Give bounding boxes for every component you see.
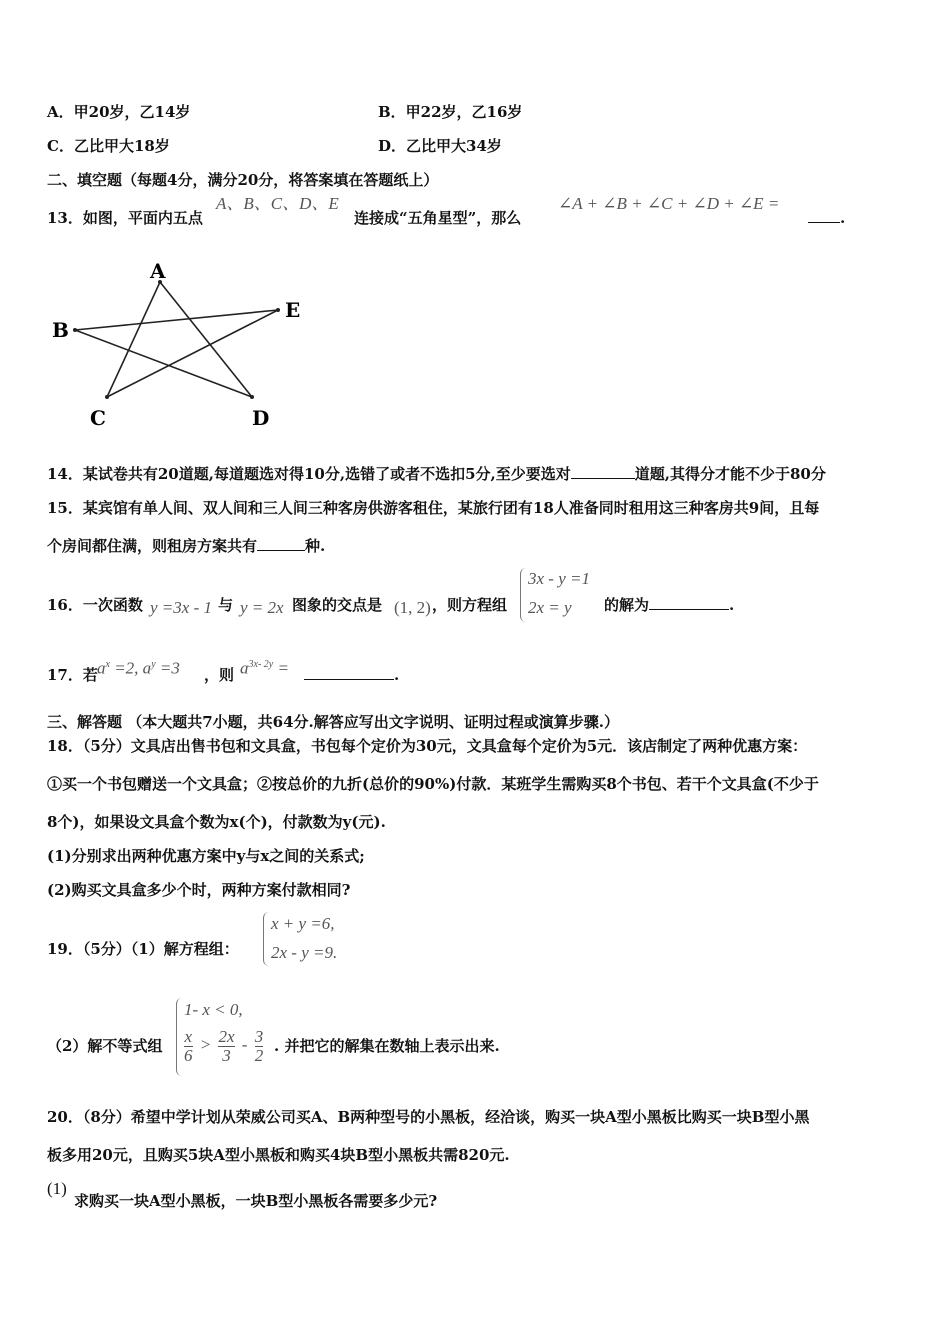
system-brace-19-ineq: [176, 998, 183, 1076]
system-brace-16: [520, 568, 527, 622]
question-17-condition: $a^x =2$, $a^y =3$: [97, 658, 180, 678]
function-1: y =3x - 1: [150, 598, 212, 617]
question-20-sub-number: (1): [47, 1179, 67, 1198]
question-19-part2-tail: . 并把它的解集在数轴上表示出来.: [274, 1037, 500, 1055]
equation-16-1: 3x - y =1: [528, 569, 590, 588]
question-13-mid: 连接成“五角星型”，那么: [354, 209, 522, 227]
label-e: E: [285, 298, 301, 322]
question-20-sub: 求购买一块A型小黑板，一块B型小黑板各需要多少元?: [74, 1192, 438, 1210]
choice-d: D．乙比甲大34岁: [378, 137, 502, 155]
inequality-2: $\frac{x}{6}$ > $\frac{2x}{3}$ - $\frac{3}{2}$: [184, 1027, 264, 1065]
system-brace-19: [263, 912, 270, 966]
label-b: B: [52, 318, 69, 342]
equation-19-1: x + y =6,: [271, 914, 335, 933]
question-17-expression: $a^{3x- 2y}$ =: [240, 658, 289, 678]
choice-a: A．甲20岁，乙14岁: [47, 103, 191, 121]
question-16-c: 图象的交点是: [292, 596, 383, 614]
question-18-part2: (2)购买文具盒多少个时，两种方案付款相同?: [47, 881, 351, 899]
question-16-b: 与: [218, 596, 234, 614]
question-15-line1: 15．某宾馆有单人间、双人间和三人间三种客房供游客租住，某旅行团有18人准备同时租用这三种客房共9间，且每: [47, 499, 820, 517]
choice-b: B．甲22岁，乙16岁: [378, 103, 523, 121]
question-13-expression: ∠A + ∠B + ∠C + ∠D + ∠E =: [558, 194, 780, 213]
question-18-line3: 8个)，如果设文具盒个数为x(个)，付款数为y(元).: [47, 813, 386, 831]
section-3-heading: 三、解答题 （本大题共7小题，共64分.解答应写出文字说明、证明过程或演算步骤.）: [47, 713, 619, 731]
label-a: A: [150, 259, 166, 283]
equation-16-2: 2x = y: [528, 598, 572, 617]
question-19-part2: （2）解不等式组: [47, 1037, 163, 1055]
question-17-b: ，则: [204, 666, 235, 684]
function-2: y = 2x: [240, 598, 284, 617]
question-20-line2: 板多用20元，且购买5块A型小黑板和购买4块B型小黑板共需820元.: [47, 1146, 510, 1164]
question-20-line1: 20．（8分）希望中学计划从荣威公司买A、B两种型号的小黑板，经洽谈，购买一块A型小黑板比购买一块B型小黑: [47, 1108, 810, 1126]
question-18-line1: 18．（5分）文具店出售书包和文具盒，书包每个定价为30元，文具盒每个定价为5元．该店制定了两种优惠方案：: [47, 737, 808, 755]
inequality-1: 1- x < 0,: [184, 1000, 243, 1019]
label-d: D: [252, 406, 270, 430]
question-13-points: A、B、C、D、E: [216, 194, 339, 213]
question-17-a: 17．若: [47, 666, 98, 684]
question-16-d: ，则方程组: [432, 596, 508, 614]
intersection-point: (1, 2): [394, 598, 431, 617]
star-figure: [40, 250, 320, 440]
choice-c: C．乙比甲大18岁: [47, 137, 170, 155]
section-2-heading: 二、填空题（每题4分，满分20分，将答案填在答题纸上）: [47, 171, 439, 189]
equation-19-2: 2x - y =9.: [271, 943, 338, 962]
question-18-line2: ①买一个书包赠送一个文具盒；②按总价的九折(总价的90%)付款．某班学生需购买8个书包、若干个文具盒(不少于: [47, 775, 819, 793]
question-13-answer-blank: .: [808, 208, 845, 228]
question-13-prefix: 13．如图，平面内五点: [47, 209, 203, 227]
question-17-answer-blank: .: [304, 665, 399, 685]
question-15-line2: 个房间都住满，则租房方案共有 种.: [47, 537, 326, 555]
question-16-a: 16．一次函数: [47, 596, 143, 614]
question-18-part1: (1)分别求出两种优惠方案中y与x之间的关系式;: [47, 847, 365, 865]
question-16-e: 的解为 .: [604, 596, 735, 614]
question-19-part1: 19．（5分）（1）解方程组：: [47, 940, 239, 958]
label-c: C: [90, 406, 106, 430]
question-14: 14．某试卷共有20道题,每道题选对得10分,选错了或者不选扣5分,至少要选对 道题,其得分才能不少于80分: [47, 465, 826, 483]
